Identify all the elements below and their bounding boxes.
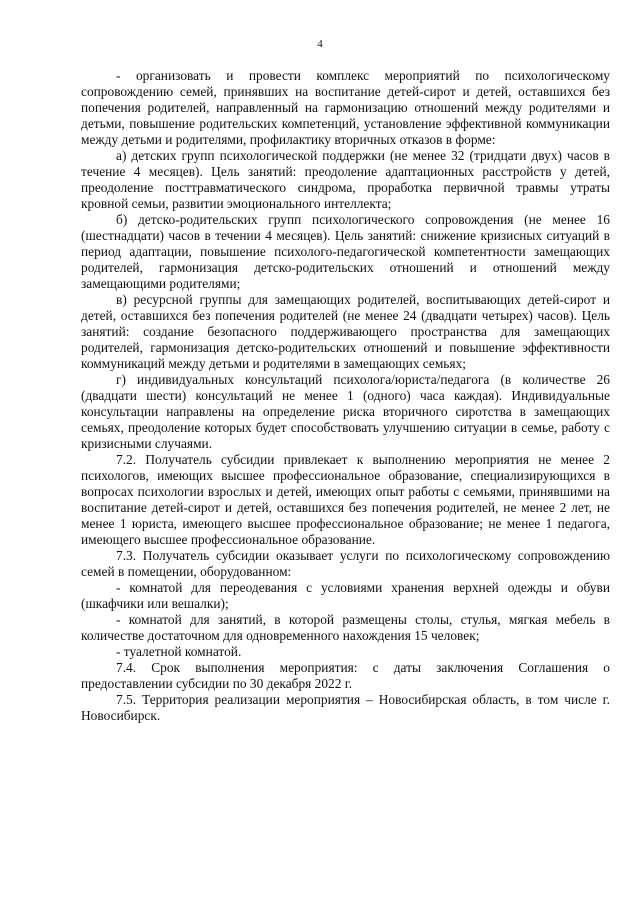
paragraph-7-4: 7.4. Срок выполнения мероприятия: с даты заключения Соглашения о предоставлении субсидии по 30 декабря 2022 г. bbox=[81, 660, 610, 691]
page-number: 4 bbox=[317, 38, 323, 50]
paragraph-room-toilet: - туалетной комнатой. bbox=[116, 644, 242, 659]
paragraph-7-5: 7.5. Территория реализации мероприятия – Новосибирская область, в том числе г. Новосибирск. bbox=[81, 692, 610, 723]
paragraph-item-b: б) детско-родительских групп психологического сопровождения (не менее 16 (шестнадцати) часов в течении 4 месяцев). Цель занятий: снижение кризисных ситуаций в период адаптации, повышение психолого-педагогической компетентности замещающих родителей, гармонизация детско-родительских отношений и отношений между замещающими родителями; bbox=[81, 212, 610, 291]
paragraph-item-v: в) ресурсной группы для замещающих родителей, воспитывающих детей-сирот и детей, оставшихся без попечения родителей (не менее 24 (двадцати четырех) часов). Цель занятий: создание безопасного поддерживающего пространства для замещающих родителей, гармонизация детско-родительских отношений и повышение эффективности коммуникаций между детьми и родителями в замещающих семьях; bbox=[81, 292, 610, 371]
paragraph-room-classes: - комнатой для занятий, в которой размещены столы, стулья, мягкая мебель в количестве достаточном для одновременного нахождения 15 человек; bbox=[81, 612, 610, 643]
paragraph-7-2: 7.2. Получатель субсидии привлекает к выполнению мероприятия не менее 2 психологов, имеющих высшее профессиональное образование, специализирующихся в вопросах психологии взрослых и детей, имеющих опыт работы с семьями, принявшими на воспитание детей-сирот и детей, оставшихся без попечения родителей, не менее 2 лет, не менее 1 юриста, имеющего высшее профессиональное образование; не менее 1 педагога, имеющего высшее профессиональное образование. bbox=[81, 452, 610, 547]
paragraph-intro: - организовать и провести комплекс мероприятий по психологическому сопровождению семей, принявших на воспитание детей-сирот и детей, оставшихся без попечения родителей, направленный на гармонизацию отношений между родителями и детьми, повышение родительских компетенций, установление эффективной коммуникации между детьми и родителями, профилактику вторичных отказов в форме: bbox=[81, 68, 610, 147]
paragraph-item-g: г) индивидуальных консультаций психолога/юриста/педагога (в количестве 26 (двадцати шести) консультаций не менее 1 (одного) часа каждая). Индивидуальные консультации направлены на определение риска вторичного сиротства в замещающих семьях, преодоление которых будет способствовать улучшению ситуации в семье, работу с кризисными случаями. bbox=[81, 372, 610, 451]
paragraph-7-3: 7.3. Получатель субсидии оказывает услуги по психологическому сопровождению семей в помещении, оборудованном: bbox=[81, 548, 610, 579]
paragraph-item-a: а) детских групп психологической поддержки (не менее 32 (тридцати двух) часов в течение 4 месяцев). Цель занятий: преодоление адаптационных расстройств у детей, преодоление посттравматического синдрома, проработка первичной травмы утраты кровной семьи, развитии эмоционального интеллекта; bbox=[81, 148, 610, 211]
document-body bbox=[81, 68, 610, 724]
paragraph-room-changing: - комнатой для переодевания с условиями хранения верхней одежды и обуви (шкафчики или вешалки); bbox=[81, 580, 610, 611]
